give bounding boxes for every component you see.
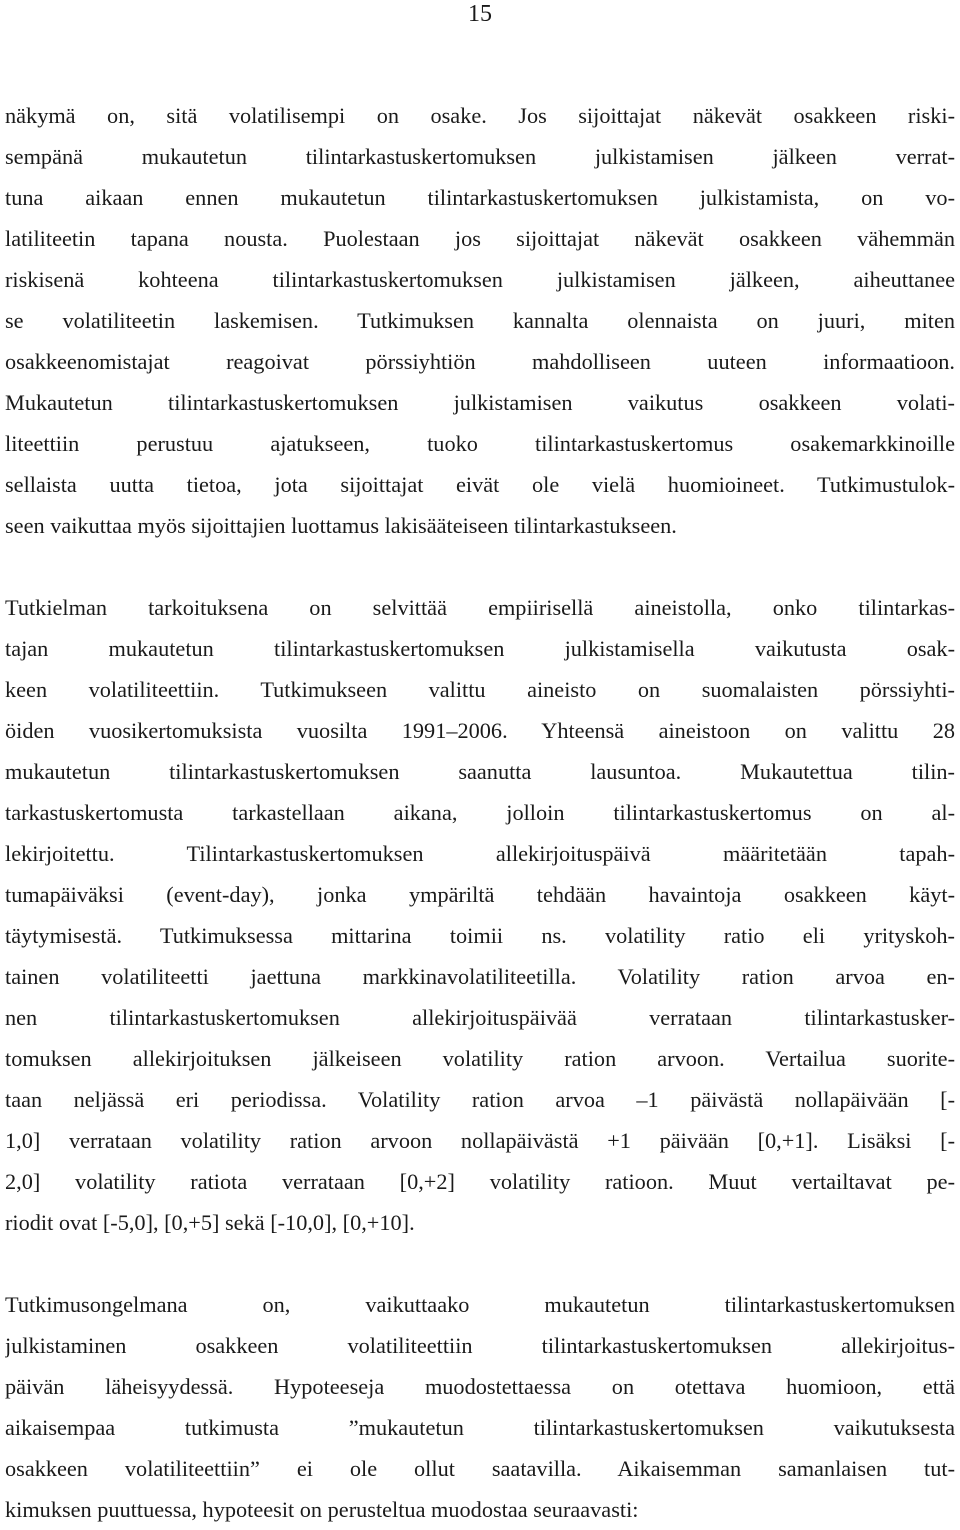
text-line: aikaisempaa tutkimusta ”mukautetun tilintarkastuskertomuksen vaikutuksesta xyxy=(5,1415,955,1440)
text-line: päivän läheisyydessä. Hypoteeseja muodostettaessa on otettava huomioon, että xyxy=(5,1374,955,1399)
text-line: Tutkimusongelmana on, vaikuttaako mukautetun tilintarkastuskertomuksen xyxy=(5,1292,955,1317)
page-number: 15 xyxy=(468,1,492,27)
paragraph-research-problem xyxy=(5,1284,955,1530)
text-line: tarkastuskertomusta tarkastellaan aikana, jolloin tilintarkastuskertomus on al- xyxy=(5,800,955,825)
text-line: täytymisestä. Tutkimuksessa mittarina toimii ns. volatility ratio eli yrityskoh- xyxy=(5,923,955,948)
text-line: Tutkielman tarkoituksena on selvittää empiirisellä aineistolla, onko tilintarkas- xyxy=(5,595,955,620)
text-line: tuna aikaan ennen mukautetun tilintarkastuskertomuksen julkistamista, on vo- xyxy=(5,185,955,210)
text-line: tajan mukautetun tilintarkastuskertomuksen julkistamisella vaikutusta osak- xyxy=(5,636,955,661)
text-line: riskisenä kohteena tilintarkastuskertomuksen julkistamisen jälkeen, aiheuttanee xyxy=(5,267,955,292)
text-line: Mukautetun tilintarkastuskertomuksen julkistamisen vaikutus osakkeen volati- xyxy=(5,390,955,415)
text-line: 2,0] volatility ratiota verrataan [0,+2] volatility ratioon. Muut vertailtavat pe- xyxy=(5,1169,955,1194)
text-line: sempänä mukautetun tilintarkastuskertomuksen julkistamisen jälkeen verrat- xyxy=(5,144,955,169)
text-line: julkistaminen osakkeen volatiliteettiin tilintarkastuskertomuksen allekirjoitus- xyxy=(5,1333,955,1358)
text-line: seen vaikuttaa myös sijoittajien luottamus lakisääteiseen tilintarkastukseen. xyxy=(5,513,677,538)
text-line: lekirjoitettu. Tilintarkastuskertomuksen allekirjoituspäivä määritetään tapah- xyxy=(5,841,955,866)
text-line: sellaista uutta tietoa, jota sijoittajat eivät ole vielä huomioineet. Tutkimustulok- xyxy=(5,472,955,497)
text-line: riodit ovat [-5,0], [0,+5] sekä [-10,0], [0,+10]. xyxy=(5,1210,415,1235)
text-line: 1,0] verrataan volatility ration arvoon nollapäivästä +1 päivään [0,+1]. Lisäksi [- xyxy=(5,1128,955,1153)
text-line: se volatiliteetin laskemisen. Tutkimuksen kannalta olennaista on juuri, miten xyxy=(5,308,955,333)
text-line: osakkeen volatiliteettiin” ei ole ollut saatavilla. Aikaisemman samanlaisen tut- xyxy=(5,1456,955,1481)
text-line: kimuksen puuttuessa, hypoteesit on perusteltua muodostaa seuraavasti: xyxy=(5,1497,639,1522)
text-line: tumapäiväksi (event-day), jonka ympäriltä tehdään havaintoja osakkeen käyt- xyxy=(5,882,955,907)
text-line: mukautetun tilintarkastuskertomuksen saanutta lausuntoa. Mukautettua tilin- xyxy=(5,759,955,784)
paragraph-gap xyxy=(5,546,955,587)
text-line: latiliteetin tapana nousta. Puolestaan jos sijoittajat näkevät osakkeen vähemmän xyxy=(5,226,955,251)
text-line: nen tilintarkastuskertomuksen allekirjoituspäivää verrataan tilintarkastusker- xyxy=(5,1005,955,1030)
text-line: taan neljässä eri periodissa. Volatility ration arvoa –1 päivästä nollapäivään [- xyxy=(5,1087,955,1112)
paragraph-volatility-intro xyxy=(5,95,955,546)
text-line: keen volatiliteettiin. Tutkimukseen valittu aineisto on suomalaisten pörssiyhti- xyxy=(5,677,955,702)
paragraph-research-aim xyxy=(5,587,955,1243)
text-line: osakkeenomistajat reagoivat pörssiyhtiön mahdolliseen uuteen informaatioon. xyxy=(5,349,955,374)
paragraph-gap xyxy=(5,1243,955,1284)
document-body xyxy=(5,95,955,1530)
text-line: tomuksen allekirjoituksen jälkeiseen volatility ration arvoon. Vertailua suorite- xyxy=(5,1046,955,1071)
text-line: tainen volatiliteetti jaettuna markkinavolatiliteetilla. Volatility ration arvoa en- xyxy=(5,964,955,989)
text-line: näkymä on, sitä volatilisempi on osake. Jos sijoittajat näkevät osakkeen riski- xyxy=(5,103,955,128)
text-line: öiden vuosikertomuksista vuosilta 1991–2006. Yhteensä aineistoon on valittu 28 xyxy=(5,718,955,743)
text-line: liteettiin perustuu ajatukseen, tuoko tilintarkastuskertomus osakemarkkinoille xyxy=(5,431,955,456)
